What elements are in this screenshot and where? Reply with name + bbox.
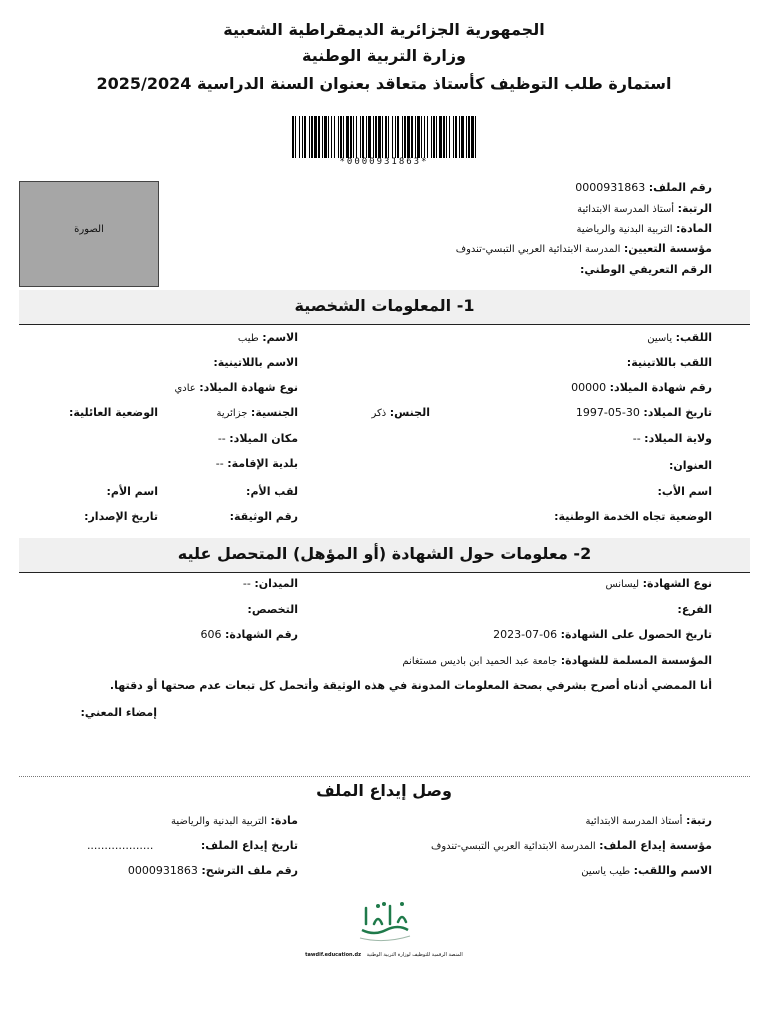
receipt-full-name-value: طيب ياسين — [581, 866, 631, 877]
institution-value: المدرسة الابتدائية العربي التبسي-تندوف — [455, 244, 621, 255]
obtain-date-value: 2023-07-06 — [493, 628, 558, 641]
father-name-label: اسم الأب: — [657, 485, 712, 498]
branch-label: الفرع: — [677, 603, 712, 616]
birth-cert-no-value: 00000 — [571, 381, 607, 394]
barcode-bar — [388, 116, 389, 158]
nationality-value: جزائرية — [216, 408, 248, 419]
residence-commune-field — [216, 457, 298, 470]
barcode-bar — [311, 116, 313, 158]
birth-date-value: 1997-05-30 — [575, 406, 640, 419]
photo-placeholder — [19, 181, 159, 287]
receipt-deposit-date-field — [87, 839, 298, 852]
file-number-label: رقم الملف: — [648, 181, 712, 194]
receipt-deposit-date-value: ................... — [86, 839, 154, 852]
degree-no-label: رقم الشهادة: — [224, 628, 298, 641]
gender-field — [371, 406, 430, 419]
birth-cert-no-field — [571, 381, 712, 394]
form-title: استمارة طلب التوظيف كأستاذ متعاقد بعنوان السنة الدراسية 2025/2024 — [96, 74, 672, 93]
birth-wilaya-value: -- — [632, 432, 641, 445]
surname-field — [647, 331, 712, 344]
barcode-bar — [459, 116, 460, 158]
birth-cert-type-label: نوع شهادة الميلاد: — [199, 381, 298, 394]
barcode-bar — [373, 116, 374, 158]
receipt-grade-field — [586, 814, 712, 827]
address-field — [669, 459, 712, 472]
field-domain-label: الميدان: — [254, 577, 298, 590]
subject-value: التربية البدنية والرياضية — [576, 224, 673, 235]
obtain-date-label: تاريخ الحصول على الشهادة: — [560, 628, 712, 641]
residence-commune-label: بلدية الإقامة: — [227, 457, 298, 470]
barcode-bar — [404, 116, 406, 158]
barcode-bar — [338, 116, 339, 158]
barcode-bar — [343, 116, 344, 158]
institution-label: مؤسسة التعيين: — [623, 242, 712, 255]
field-domain-field — [243, 577, 298, 590]
barcode-bar — [395, 116, 396, 158]
barcode-bar — [322, 116, 323, 158]
barcode-bar — [328, 116, 329, 158]
barcode-bar — [302, 116, 303, 158]
name-label: الاسم: — [262, 331, 298, 344]
name-latin-label: الاسم باللاتينية: — [213, 356, 298, 369]
degree-type-field — [606, 577, 712, 590]
footer-site: tawdif.education.dz — [305, 952, 361, 958]
barcode-bar — [461, 116, 464, 158]
family-status-field — [69, 406, 158, 419]
barcode-bar — [356, 116, 357, 158]
file-number-value: 0000931863 — [575, 181, 646, 194]
gender-label: الجنس: — [389, 406, 430, 419]
birth-date-field — [576, 406, 712, 419]
receipt-subject-value: التربية البدنية والرياضية — [171, 816, 268, 827]
national-id-row — [580, 263, 712, 276]
birth-wilaya-field — [633, 432, 712, 445]
birth-cert-type-value: عادي — [174, 383, 196, 394]
section-degree-info-title: 2- معلومات حول الشهادة (أو المؤهل) المتحصل عليه — [177, 544, 592, 563]
degree-no-value: 606 — [200, 628, 222, 641]
specialty-label: التخصص: — [247, 603, 298, 616]
grade-label: الرتبة: — [677, 202, 712, 215]
barcode-bar — [314, 116, 317, 158]
receipt-candidate-file-field — [128, 864, 298, 877]
mother-surname-label: لقب الأم: — [246, 485, 298, 498]
name-field — [238, 331, 298, 344]
receipt-full-name-label: الاسم واللقب: — [633, 864, 712, 877]
barcode-bar — [424, 116, 425, 158]
barcode-bar — [468, 116, 470, 158]
barcode-bar — [407, 116, 410, 158]
receipt-deposit-inst-value: المدرسة الابتدائية العربي التبسي-تندوف — [430, 841, 596, 852]
receipt-subject-field — [171, 814, 298, 827]
barcode-bar — [340, 116, 342, 158]
footer — [0, 952, 768, 958]
birth-wilaya-label: ولاية الميلاد: — [644, 432, 712, 445]
barcode-bar — [427, 116, 428, 158]
surname-latin-label: اللقب باللاتينية: — [626, 356, 712, 369]
field-domain-value: -- — [242, 577, 251, 590]
birth-place-value: -- — [217, 432, 226, 445]
barcode-bar — [334, 116, 335, 158]
barcode-bar — [392, 116, 393, 158]
national-service-field — [554, 510, 712, 523]
republic-title: الجمهورية الجزائرية الديمقراطية الشعبية — [223, 20, 545, 39]
receipt-subject-label: مادة: — [270, 814, 298, 827]
document-no-field — [230, 510, 298, 523]
barcode-bar — [295, 116, 296, 158]
barcode-bar — [385, 116, 387, 158]
barcode-bar — [292, 116, 294, 158]
barcode-bar — [443, 116, 445, 158]
receipt-deposit-date-label: تاريخ إيداع الملف: — [200, 839, 298, 852]
institution-row — [456, 242, 712, 255]
barcode-number: *0000931863* — [339, 157, 429, 167]
subject-label: المادة: — [676, 222, 712, 235]
photo-label: الصورة — [74, 224, 104, 235]
degree-no-field — [200, 628, 298, 641]
barcode-bar — [346, 116, 349, 158]
mother-name-field — [107, 485, 158, 498]
barcode-bar — [411, 116, 413, 158]
birth-place-field — [218, 432, 298, 445]
issue-date-label: تاريخ الإصدار: — [84, 510, 158, 523]
signature-label: إمضاء المعني: — [80, 706, 157, 719]
barcode-bar — [475, 116, 476, 158]
receipt-grade-label: رتبة: — [685, 814, 712, 827]
barcode-bar — [378, 116, 381, 158]
barcode-bar — [299, 116, 300, 158]
receipt-candidate-file-label: رقم ملف الترشح: — [201, 864, 298, 877]
father-name-field — [658, 485, 712, 498]
residence-commune-value: -- — [215, 457, 224, 470]
issuing-inst-value: جامعة عبد الحميد ابن باديس مستغانم — [402, 656, 558, 667]
barcode-bar — [353, 116, 354, 158]
barcode-bar — [309, 116, 310, 158]
cut-line — [19, 776, 750, 777]
birth-place-label: مكان الميلاد: — [229, 432, 298, 445]
address-label: العنوان: — [668, 459, 712, 472]
national-id-label: الرقم التعريفي الوطني: — [579, 263, 712, 276]
barcode-bar — [453, 116, 454, 158]
surname-value: ياسين — [647, 333, 673, 344]
issuing-inst-field — [402, 654, 712, 667]
mother-surname-field — [246, 485, 298, 498]
barcode-bar — [362, 116, 364, 158]
barcode-bar — [449, 116, 450, 158]
issuing-inst-label: المؤسسة المسلمة للشهادة: — [560, 654, 712, 667]
subject-row — [577, 222, 712, 235]
receipt-candidate-file-value: 0000931863 — [127, 864, 198, 877]
barcode-bar — [436, 116, 437, 158]
receipt-deposit-inst-field — [431, 839, 712, 852]
barcode-bar — [331, 116, 332, 158]
barcode-bar — [368, 116, 371, 158]
birth-date-label: تاريخ الميلاد: — [643, 406, 712, 419]
barcode-bar — [466, 116, 467, 158]
file-number-row — [575, 181, 712, 194]
document-no-label: رقم الوثيقة: — [229, 510, 298, 523]
family-status-label: الوضعية العائلية: — [68, 406, 158, 419]
barcode-bar — [304, 116, 306, 158]
section-degree-info-header — [19, 538, 750, 573]
receipt-title: وصل إيداع الملف — [316, 781, 452, 800]
barcode-image — [292, 116, 476, 158]
surname-label: اللقب: — [675, 331, 712, 344]
barcode-bar — [382, 116, 383, 158]
barcode-bar — [455, 116, 457, 158]
barcode-bar — [421, 116, 422, 158]
barcode-bar — [366, 116, 367, 158]
degree-type-value: ليسانس — [605, 579, 640, 590]
nationality-label: الجنسية: — [250, 406, 298, 419]
ministry-title: وزارة التربية الوطنية — [301, 46, 466, 65]
barcode-bar — [402, 116, 403, 158]
birth-cert-type-field — [174, 381, 298, 394]
barcode-bar — [360, 116, 361, 158]
barcode-bar — [431, 116, 432, 158]
surname-latin-field — [627, 356, 712, 369]
section-personal-info-title: 1- المعلومات الشخصية — [294, 296, 475, 315]
receipt-full-name-field — [581, 864, 712, 877]
nationality-field — [216, 406, 298, 419]
barcode-bar — [446, 116, 447, 158]
national-service-label: الوضعية تجاه الخدمة الوطنية: — [554, 510, 712, 523]
issue-date-field — [84, 510, 158, 523]
barcode-bar — [324, 116, 327, 158]
section-personal-info-header — [19, 290, 750, 325]
barcode-bar — [415, 116, 416, 158]
declaration-text: أنا الممضي أدناه أصرح بشرفي بصحة المعلومات المدونة في هذه الوثيقة وأتحمل كل تبعات عدم صحتها أو دقتها. — [109, 679, 712, 692]
grade-value: أستاذ المدرسة الابتدائية — [577, 204, 675, 215]
birth-cert-no-label: رقم شهادة الميلاد: — [609, 381, 712, 394]
barcode-bar — [433, 116, 435, 158]
branch-field — [677, 603, 712, 616]
name-value: طيب — [237, 333, 259, 344]
barcode-bar — [350, 116, 352, 158]
barcode-bar — [318, 116, 320, 158]
specialty-field — [247, 603, 298, 616]
obtain-date-field — [493, 628, 712, 641]
degree-type-label: نوع الشهادة: — [642, 577, 712, 590]
barcode-bar — [375, 116, 377, 158]
gender-value: ذكر — [371, 408, 387, 419]
name-latin-field — [213, 356, 298, 369]
grade-row — [577, 202, 712, 215]
receipt-grade-value: أستاذ المدرسة الابتدائية — [585, 816, 683, 827]
barcode-bar — [417, 116, 420, 158]
barcode-bar — [397, 116, 399, 158]
footer-tagline: المنصة الرقمية للتوظيف لوزارة التربية الوطنية — [366, 952, 463, 958]
receipt-deposit-inst-label: مؤسسة إيداع الملف: — [599, 839, 712, 852]
barcode-bar — [439, 116, 442, 158]
barcode-bar — [471, 116, 474, 158]
mother-name-label: اسم الأم: — [106, 485, 158, 498]
